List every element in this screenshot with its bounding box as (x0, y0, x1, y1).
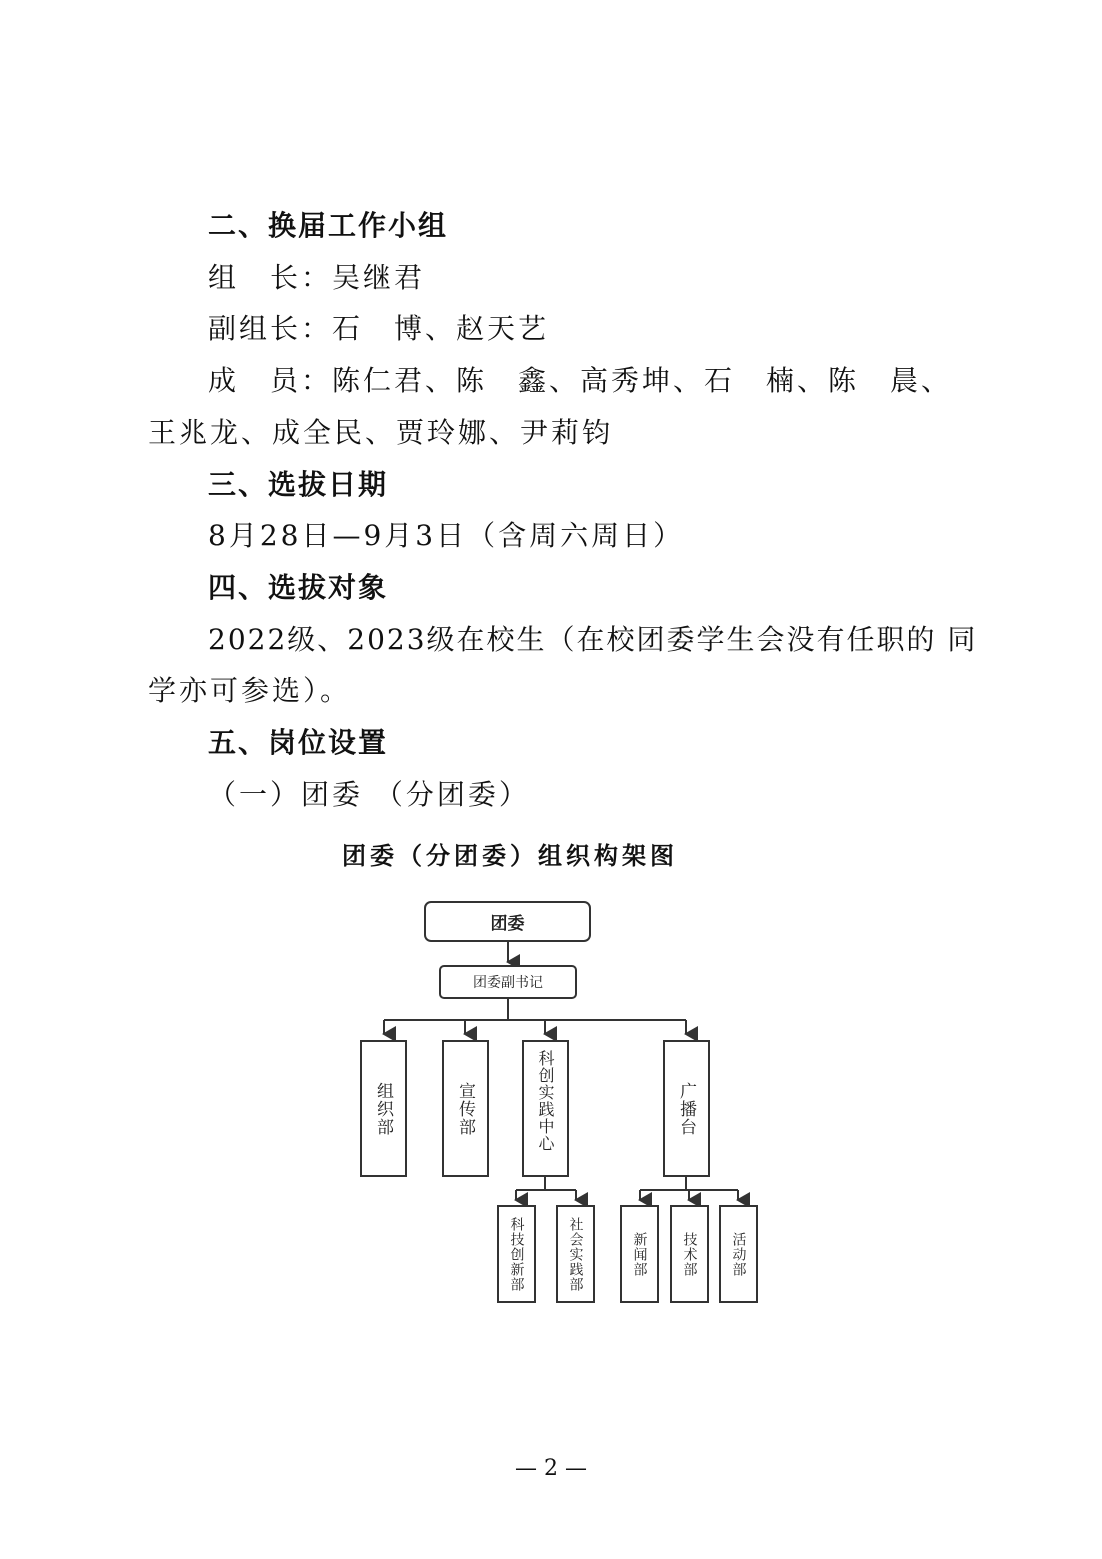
target-line-2: 学亦可参选）。 (148, 674, 352, 707)
org-chart-title: 团委（分团委）组织构架图 (342, 842, 678, 870)
dept-publicity-box (442, 1040, 489, 1177)
sub-tech-label: 技术部 (681, 1231, 698, 1277)
sub-activity-box (719, 1205, 758, 1303)
dept-radio-box (663, 1040, 710, 1177)
members-line-2: 王兆龙、成全民、贾玲娜、尹莉钧 (148, 416, 614, 449)
section5-heading: 五、岗位设置 (208, 726, 389, 759)
section3-heading: 三、选拔日期 (208, 468, 389, 501)
selection-date: 8月28日—9月3日（含周六周日） (208, 519, 685, 552)
dept-radio-label: 广播台 (676, 1081, 696, 1136)
target-line-1: 2022级、2023级在校生（在校团委学生会没有任职的 同 (208, 623, 978, 656)
org-root-box (424, 901, 591, 942)
section2-heading: 二、换届工作小组 (208, 209, 449, 242)
page-number: — 2 — (515, 1456, 587, 1481)
sub-sci-innovation-label: 科技创新部 (508, 1216, 525, 1292)
members-line-1: 成 员：陈仁君、陈 鑫、高秀坤、石 楠、陈 晨、 (208, 364, 953, 397)
leader-line: 组 长：吴继君 (208, 261, 426, 294)
org-secretary-label: 团委副书记 (473, 975, 543, 991)
org-secretary-box (439, 965, 577, 999)
dept-sci-practice-box (522, 1040, 569, 1177)
sub-tech-box (670, 1205, 709, 1303)
sub-sci-innovation-box (497, 1205, 536, 1303)
deputy-line: 副组长：石 博、赵天艺 (208, 312, 550, 345)
dept-publicity-label: 宣传部 (455, 1081, 475, 1136)
section5-subheading: （一）团委 （分团委） (208, 778, 530, 811)
section4-heading: 四、选拔对象 (208, 571, 389, 604)
sub-social-practice-label: 社会实践部 (567, 1216, 584, 1292)
dept-org-box (360, 1040, 407, 1177)
sub-news-label: 新闻部 (631, 1231, 648, 1277)
org-root-label: 团委 (490, 914, 525, 934)
dept-org-label: 组织部 (373, 1081, 393, 1136)
dept-sci-practice-label: 科创实践中心 (536, 1050, 555, 1152)
sub-activity-label: 活动部 (730, 1231, 747, 1277)
sub-news-box (620, 1205, 659, 1303)
sub-social-practice-box (556, 1205, 595, 1303)
